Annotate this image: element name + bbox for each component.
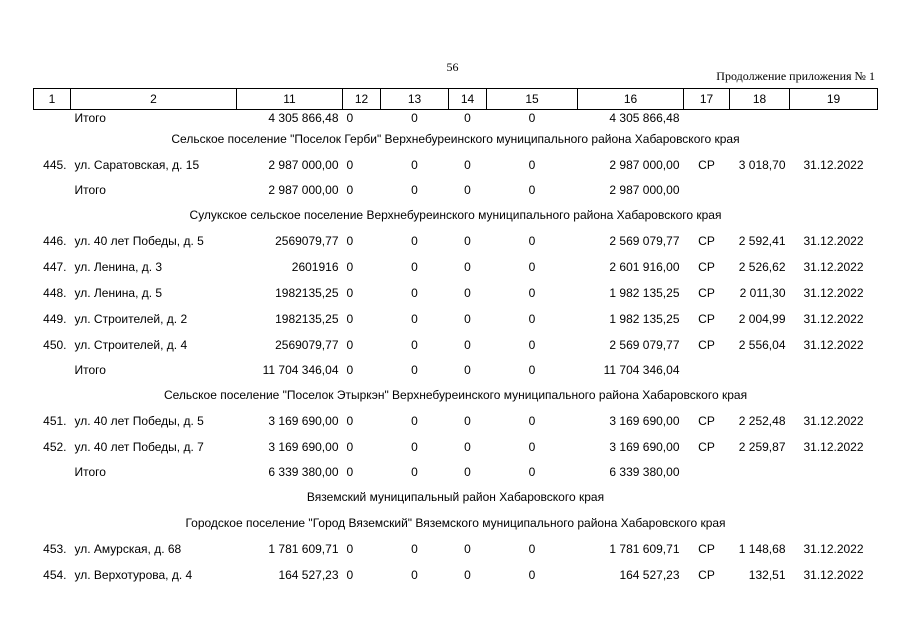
deadline-date: 31.12.2022: [803, 286, 864, 300]
total-cell-15: 0: [528, 465, 536, 479]
address: ул. Верхотурова, д. 4: [74, 568, 193, 582]
cell-12: 0: [346, 414, 354, 428]
unit-price: 2 252,48: [738, 414, 786, 428]
unit-price: 2 004,99: [738, 312, 786, 326]
cell-13: 0: [411, 542, 418, 556]
table-row: [34, 562, 878, 588]
cell-14: 0: [464, 158, 471, 172]
header-cell: 1: [34, 89, 71, 110]
cost-16: 2 569 079,77: [609, 234, 680, 248]
fund-code: СР: [698, 568, 715, 582]
total-cell-14: 0: [464, 465, 471, 479]
cell-12: 0: [346, 568, 354, 582]
total-cell-12: 0: [346, 363, 354, 377]
row-number: 445.: [43, 158, 67, 172]
table-row: [34, 434, 878, 460]
total-amount-16: 6 339 380,00: [609, 465, 680, 479]
cell-15: 0: [528, 286, 536, 300]
total-amount-11: 6 339 380,00: [268, 465, 339, 479]
total-amount-11: 11 704 346,04: [262, 363, 339, 377]
section-heading: Сельское поселение "Поселок Герби" Верхнебуреинского муниципального района Хабаровского края: [171, 132, 740, 146]
deadline-date: 31.12.2022: [803, 338, 864, 352]
total-amount-16: 11 704 346,04: [603, 363, 680, 377]
cost-16: 1 982 135,25: [609, 312, 680, 326]
cell-14: 0: [464, 234, 471, 248]
cell-13: 0: [411, 440, 418, 454]
cost-16: 2 569 079,77: [609, 338, 680, 352]
cell-12: 0: [346, 338, 354, 352]
cell-15: 0: [528, 158, 536, 172]
cell-15: 0: [528, 440, 536, 454]
cell-15: 0: [528, 234, 536, 248]
total-cell-17: [684, 460, 730, 484]
cell-15: 0: [528, 568, 536, 582]
section-heading-row: [34, 484, 878, 510]
cell-13: 0: [411, 234, 418, 248]
total-row: [34, 110, 878, 127]
cell-12: 0: [346, 542, 354, 556]
address: ул. 40 лет Победы, д. 5: [74, 234, 204, 248]
header-cell: 18: [730, 89, 790, 110]
section-heading-row: [34, 202, 878, 228]
total-label: Итого: [74, 465, 106, 479]
total-amount-11: 4 305 866,48: [268, 111, 339, 125]
cell-15: 0: [528, 312, 536, 326]
header-cell: 16: [578, 89, 684, 110]
cell-12: 0: [346, 312, 354, 326]
header-cell: 12: [343, 89, 381, 110]
cell-13: 0: [411, 414, 418, 428]
total-cell-12: 0: [346, 465, 354, 479]
fund-code: СР: [698, 260, 715, 274]
cost-16: 164 527,23: [619, 568, 680, 582]
continuation-note: Продолжение приложения № 1: [716, 69, 875, 83]
cell-14: 0: [464, 542, 471, 556]
header-cell: 13: [381, 89, 449, 110]
row-number: 446.: [43, 234, 67, 248]
total-row: [34, 460, 878, 484]
total-num-cell: [34, 178, 71, 202]
page-number: 56: [446, 60, 459, 74]
cell-13: 0: [411, 338, 418, 352]
cost-11: 2601916: [291, 260, 339, 274]
total-cell-12: 0: [346, 183, 354, 197]
unit-price: 2 011,30: [739, 286, 786, 300]
cost-16: 2 601 916,00: [609, 260, 680, 274]
cost-16: 3 169 690,00: [609, 440, 680, 454]
table-row: [34, 228, 878, 254]
cell-13: 0: [411, 260, 418, 274]
total-cell-18: [730, 110, 790, 127]
header-cell: 17: [684, 89, 730, 110]
section-heading: Городское поселение "Город Вяземский" Вяземского муниципального района Хабаровского края: [185, 516, 726, 530]
deadline-date: 31.12.2022: [803, 260, 864, 274]
table-body: [34, 110, 878, 589]
header-row: [34, 89, 878, 110]
total-num-cell: [34, 110, 71, 127]
row-number: 451.: [43, 414, 67, 428]
cell-14: 0: [464, 286, 471, 300]
table-row: [34, 306, 878, 332]
total-cell-18: [730, 178, 790, 202]
deadline-date: 31.12.2022: [803, 440, 864, 454]
header-cell: 15: [487, 89, 578, 110]
total-label: Итого: [74, 363, 106, 377]
deadline-date: 31.12.2022: [803, 568, 864, 582]
row-number: 452.: [43, 440, 67, 454]
total-cell-19: [790, 358, 878, 382]
total-cell-17: [684, 358, 730, 382]
total-cell-18: [730, 358, 790, 382]
cost-11: 3 169 690,00: [268, 414, 339, 428]
unit-price: 1 148,68: [738, 542, 786, 556]
table-row: [34, 332, 878, 358]
cost-16: 2 987 000,00: [609, 158, 680, 172]
total-row: [34, 178, 878, 202]
cell-14: 0: [464, 312, 471, 326]
unit-price: 2 592,41: [738, 234, 786, 248]
cell-15: 0: [528, 414, 536, 428]
table-row: [34, 152, 878, 178]
total-amount-11: 2 987 000,00: [268, 183, 339, 197]
total-cell-13: 0: [411, 111, 418, 125]
table-row: [34, 280, 878, 306]
header-cell: 11: [237, 89, 343, 110]
deadline-date: 31.12.2022: [803, 312, 864, 326]
row-number: 449.: [43, 312, 67, 326]
fund-code: СР: [698, 338, 715, 352]
cost-11: 2569079,77: [275, 338, 339, 352]
cost-11: 2 987 000,00: [268, 158, 339, 172]
fund-code: СР: [698, 542, 715, 556]
cell-15: 0: [528, 338, 536, 352]
section-heading-row: [34, 510, 878, 536]
total-amount-16: 4 305 866,48: [609, 111, 680, 125]
unit-price: 3 018,70: [738, 158, 786, 172]
total-cell-14: 0: [464, 111, 471, 125]
total-cell-13: 0: [411, 363, 418, 377]
section-heading-row: [34, 126, 878, 152]
row-number: 453.: [43, 542, 67, 556]
cost-16: 1 781 609,71: [609, 542, 680, 556]
fund-code: СР: [698, 312, 715, 326]
cost-11: 1982135,25: [275, 286, 339, 300]
address: ул. Строителей, д. 4: [74, 338, 188, 352]
unit-price: 2 526,62: [738, 260, 786, 274]
total-label: Итого: [74, 111, 106, 125]
total-amount-16: 2 987 000,00: [609, 183, 680, 197]
deadline-date: 31.12.2022: [803, 542, 864, 556]
total-cell-15: 0: [528, 363, 536, 377]
cell-15: 0: [528, 260, 536, 274]
table-row: [34, 408, 878, 434]
total-num-cell: [34, 460, 71, 484]
register-table: [33, 88, 878, 588]
cell-13: 0: [411, 568, 418, 582]
total-num-cell: [34, 358, 71, 382]
cell-14: 0: [464, 338, 471, 352]
row-number: 454.: [43, 568, 67, 582]
fund-code: СР: [698, 440, 715, 454]
total-cell-17: [684, 110, 730, 127]
header-cell: 14: [449, 89, 487, 110]
total-cell-14: 0: [464, 363, 471, 377]
deadline-date: 31.12.2022: [803, 234, 864, 248]
cost-11: 164 527,23: [278, 568, 339, 582]
cost-11: 1982135,25: [275, 312, 339, 326]
fund-code: СР: [698, 286, 715, 300]
cell-14: 0: [464, 414, 471, 428]
deadline-date: 31.12.2022: [803, 158, 864, 172]
cost-11: 3 169 690,00: [268, 440, 339, 454]
cost-11: 1 781 609,71: [268, 542, 339, 556]
fund-code: СР: [698, 158, 715, 172]
address: ул. Амурская, д. 68: [74, 542, 182, 556]
cell-13: 0: [411, 158, 418, 172]
cell-13: 0: [411, 286, 418, 300]
cost-16: 1 982 135,25: [609, 286, 680, 300]
cost-16: 3 169 690,00: [609, 414, 680, 428]
total-cell-19: [790, 460, 878, 484]
total-cell-13: 0: [411, 465, 418, 479]
total-cell-12: 0: [346, 111, 354, 125]
header-cell: 2: [71, 89, 237, 110]
fund-code: СР: [698, 234, 715, 248]
cell-12: 0: [346, 440, 354, 454]
unit-price: 2 556,04: [738, 338, 786, 352]
total-label: Итого: [74, 183, 106, 197]
row-number: 450.: [43, 338, 67, 352]
address: ул. 40 лет Победы, д. 5: [74, 414, 204, 428]
cell-12: 0: [346, 234, 354, 248]
total-cell-15: 0: [528, 183, 536, 197]
cell-14: 0: [464, 260, 471, 274]
total-cell-15: 0: [528, 111, 536, 125]
header-cell: 19: [790, 89, 878, 110]
cell-15: 0: [528, 542, 536, 556]
total-cell-19: [790, 110, 878, 127]
cell-14: 0: [464, 568, 471, 582]
total-cell-18: [730, 460, 790, 484]
cell-13: 0: [411, 312, 418, 326]
total-cell-14: 0: [464, 183, 471, 197]
cell-12: 0: [346, 260, 354, 274]
cell-12: 0: [346, 158, 354, 172]
section-heading: Сулукское сельское поселение Верхнебуреинского муниципального района Хабаровского края: [189, 208, 722, 222]
address: ул. Ленина, д. 5: [74, 286, 163, 300]
section-heading: Вяземский муниципальный район Хабаровского края: [306, 490, 605, 504]
address: ул. 40 лет Победы, д. 7: [74, 440, 204, 454]
address: ул. Саратовская, д. 15: [74, 158, 200, 172]
address: ул. Ленина, д. 3: [74, 260, 163, 274]
table-row: [34, 536, 878, 562]
total-cell-19: [790, 178, 878, 202]
fund-code: СР: [698, 414, 715, 428]
row-number: 448.: [43, 286, 67, 300]
total-cell-17: [684, 178, 730, 202]
total-row: [34, 358, 878, 382]
cell-14: 0: [464, 440, 471, 454]
row-number: 447.: [43, 260, 67, 274]
address: ул. Строителей, д. 2: [74, 312, 188, 326]
deadline-date: 31.12.2022: [803, 414, 864, 428]
section-heading-row: [34, 382, 878, 408]
unit-price: 2 259,87: [738, 440, 786, 454]
cell-12: 0: [346, 286, 354, 300]
total-cell-13: 0: [411, 183, 418, 197]
section-heading: Сельское поселение "Поселок Этыркэн" Верхнебуреинского муниципального района Хабаровского края: [163, 388, 748, 402]
cost-11: 2569079,77: [275, 234, 339, 248]
table-row: [34, 254, 878, 280]
unit-price: 132,51: [748, 568, 786, 582]
